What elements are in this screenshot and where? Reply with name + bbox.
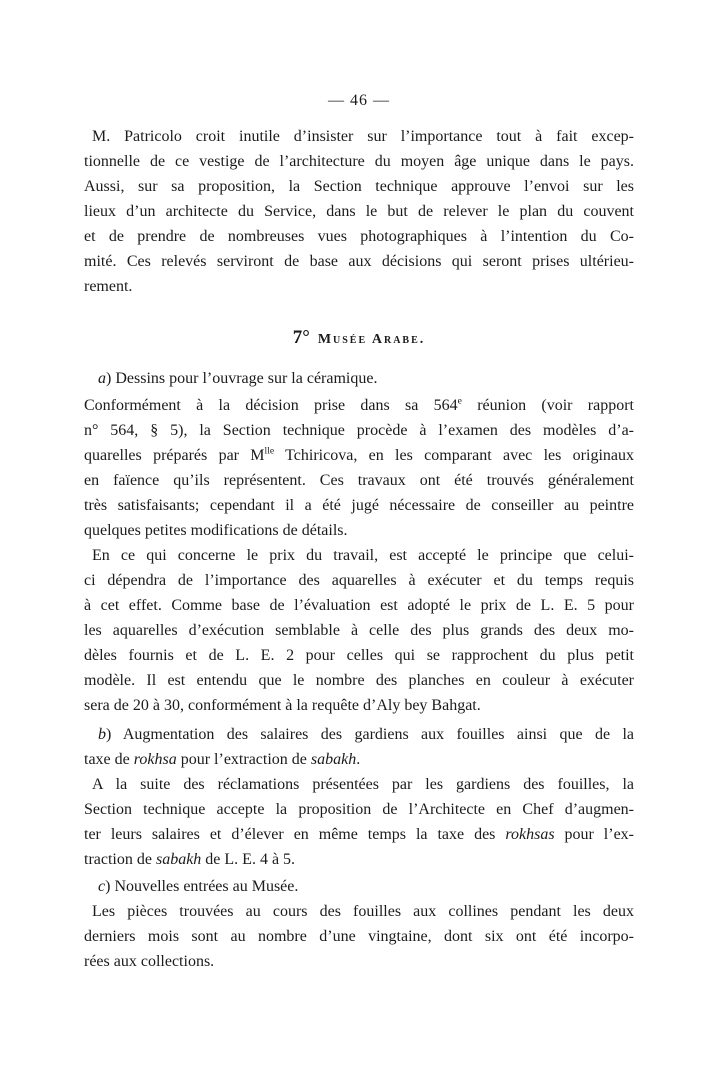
text-line: En ce qui concerne le prix du travail, est accepté le principe que celui- (92, 547, 634, 564)
text-line: Conformément à la décision prise dans sa 564e réunion (voir rapport (84, 395, 635, 414)
text-line: a) Dessins pour l’ouvrage sur la céramique. (98, 370, 378, 387)
item-a-paragraph-2 (84, 543, 634, 718)
section-number: 7° (292, 327, 310, 348)
text-line: sera de 20 à 30, conformément à la requête d’Aly bey Bahgat. (84, 697, 481, 714)
section-title: Musée Arabe. (317, 332, 426, 347)
text-line: A la suite des réclamations présentées par les gardiens des fouilles, la (92, 776, 634, 793)
text-line: taxe de rokhsa pour l’extraction de sabakh. (84, 751, 361, 768)
text-line: Section technique accepte la proposition de l’Architecte en Chef d’augmen- (84, 801, 634, 818)
text-line: Les pièces trouvées au cours des fouilles aux collines pendant les deux (92, 903, 634, 920)
text-line: lieux d’un architecte du Service, dans le but de relever le plan du couvent (84, 203, 634, 220)
text-line: derniers mois sont au nombre d’une vingtaine, dont six ont été incorpo- (84, 928, 634, 945)
text-line: ci dépendra de l’importance des aquarelles à exécuter et du temps requis (84, 572, 634, 589)
text-line: et de prendre de nombreuses vues photographiques à l’intention du Co- (84, 228, 634, 245)
text-line: en faïence qu’ils représentent. Ces travaux ont été trouvés généralement (84, 472, 634, 489)
text-line: traction de sabakh de L. E. 4 à 5. (84, 851, 296, 868)
text-line: modèle. Il est entendu que le nombre des planches en couleur à exécuter (84, 672, 634, 689)
text-line: ter leurs salaires et d’élever en même temps la taxe des rokhsas pour l’ex- (84, 826, 635, 843)
text-line: b) Augmentation des salaires des gardiens aux fouilles ainsi que de la (98, 726, 634, 743)
item-c-paragraph (84, 899, 634, 974)
text-line: mité. Ces relevés serviront de base aux décisions qui seront prises ultérieu- (84, 253, 634, 270)
section-heading-musee-arabe (84, 325, 634, 352)
text-line: M. Patricolo croit inutile d’insister sur l’importance tout à fait excep- (92, 128, 634, 145)
item-c-heading (84, 874, 634, 899)
text-line: c) Nouvelles entrées au Musée. (98, 878, 299, 895)
text-line: rement. (84, 278, 133, 295)
item-a-heading (84, 366, 634, 391)
item-a-paragraph-1 (84, 393, 634, 543)
text-line: tionnelle de ce vestige de l’architecture du moyen âge unique dans le pays. (84, 153, 634, 170)
text-line: quelques petites modifications de détails. (84, 522, 348, 539)
text-block (84, 88, 634, 974)
item-b-heading (84, 722, 634, 772)
text-line: rées aux collections. (84, 953, 215, 970)
text-line: quarelles préparés par $M^{lle}$ Tchiricova, en les comparant avec les originaux (84, 445, 634, 464)
text-line: dèles fournis et de L. E. 2 pour celles qui se rapprochent du plus petit (84, 647, 634, 664)
text-line: très satisfaisants; cependant il a été jugé nécessaire de conseiller au peintre (84, 497, 634, 514)
text-line: Aussi, sur sa proposition, la Section technique approuve l’envoi sur les (84, 178, 634, 195)
page-number: — 46 — (328, 92, 390, 109)
text-line: n° 564, § 5), la Section technique procède à l’examen des modèles d’a- (84, 422, 634, 439)
intro-paragraph (84, 124, 634, 299)
text-line: à cet effet. Comme base de l’évaluation est adopté le prix de L. E. 5 pour (84, 597, 634, 614)
item-b-paragraph (84, 772, 634, 872)
text-line: les aquarelles d’exécution semblable à celle des plus grands des deux mo- (84, 622, 634, 639)
